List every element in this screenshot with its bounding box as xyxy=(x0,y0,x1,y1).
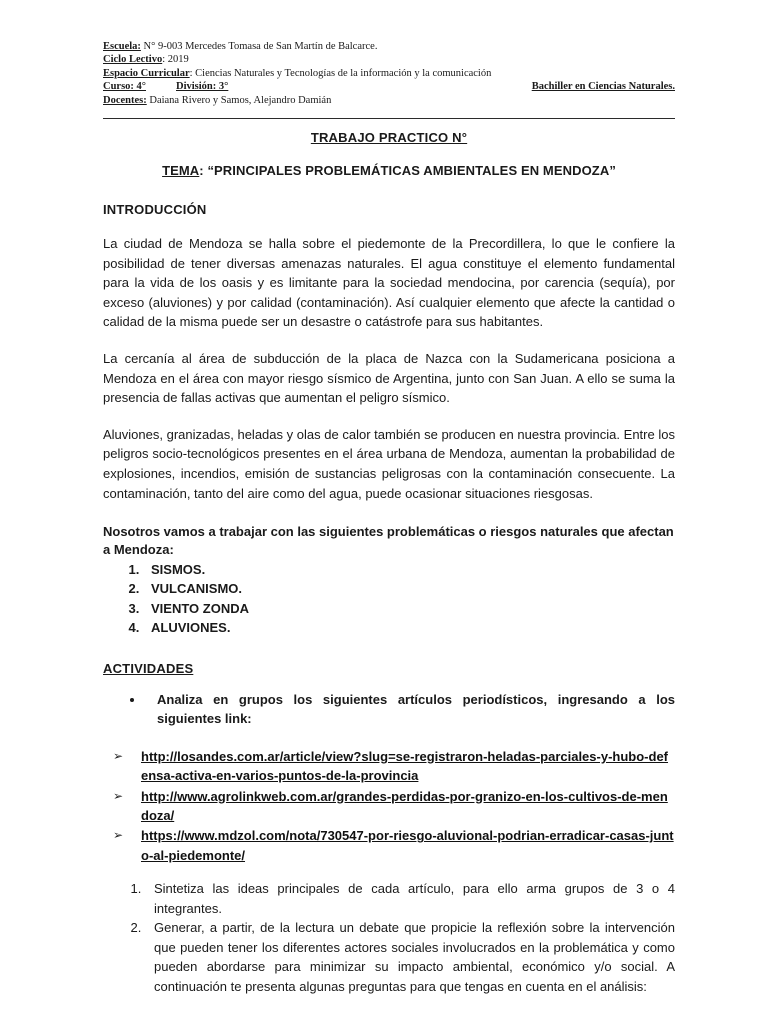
header-line-escuela xyxy=(103,40,675,53)
arrow-bullet-icon: ➢ xyxy=(113,828,124,843)
header-line-espacio xyxy=(103,67,675,80)
article-link-2[interactable]: http://www.agrolinkweb.com.ar/grandes-perdidas-por-granizo-en-los-cultivos-de-mendoza/ xyxy=(141,788,668,823)
list-item: 3. VIENTO ZONDA xyxy=(143,599,675,618)
list-item: 1. SISMOS. xyxy=(143,560,675,579)
curso-label: Curso: 4° xyxy=(103,81,146,93)
espacio-curricular-value: : Ciencias Naturales y Tecnologías de la información y la comunicación xyxy=(189,67,492,79)
page-title-text: TRABAJO PRACTICO N° xyxy=(310,130,468,146)
intro-paragraph-3: Aluviones, granizadas, heladas y olas de calor también se producen en nuestra provincia. Entre los peligros socio-tecnológicos presentes en el área urbana de Mendoza, aumentan la probabilidad de explosiones, incendios, emisión de sustancias peligrosas con la contaminación consecuente. La contaminación, tanto del aire como del agua, puede ocasionar situaciones riesgosas. xyxy=(103,426,675,501)
list-item xyxy=(113,747,675,786)
risks-lead-text: Nosotros vamos a trabajar con las siguientes problemáticas o riesgos naturales que afectan a Mendoza: xyxy=(103,524,674,558)
risks-list xyxy=(103,560,675,637)
list-item xyxy=(113,826,675,865)
tema-value: : “PRINCIPALES PROBLEMÁTICAS AMBIENTALES EN MENDOZA” xyxy=(199,163,616,179)
article-link-1[interactable]: http://losandes.com.ar/article/view?slug=se-registraron-heladas-parciales-y-hubo-defensa-activa-en-varios-puntos-de-la-provincia xyxy=(141,748,669,784)
list-item: • Analiza en grupos los siguientes artículos periodísticos, ingresando a los siguientes link: xyxy=(145,690,675,729)
section-heading-introduccion: INTRODUCCIÓN xyxy=(103,202,207,218)
tema-label: TEMA xyxy=(162,163,200,179)
page-title xyxy=(103,130,675,145)
header-line-curso xyxy=(103,80,675,93)
intro-paragraph-2: La cercanía al área de subducción de la placa de Nazca con la Sudamericana posiciona a Mendoza en el área con mayor riesgo sísmico de Argentina, junto con San Juan. A ello se suma la presencia de fallas activas que aumentan el peligro sísmico. xyxy=(103,351,675,406)
escuela-label: Escuela: xyxy=(103,41,141,52)
document-header xyxy=(103,40,675,107)
docentes-label: Docentes: xyxy=(103,94,147,106)
tasks-list xyxy=(103,879,675,996)
ciclo-lectivo-label: Ciclo Lectivo xyxy=(103,54,163,66)
intro-paragraph-1: La ciudad de Mendoza se halla sobre el piedemonte de la Precordillera, lo que le confiere la posibilidad de tener diversas amenazas naturales. El agua constituye el elemento fundamental para la vida de los oasis y es limitante para la sociedad mendocina, por carencia (sequía), por exceso (aluviones) y por calidad (contaminación). Así cualquier elemento que afecte la cantidad o calidad de la misma puede ser un desastre o catástrofe para sus habitantes. xyxy=(103,236,675,330)
list-item: 4. ALUVIONES. xyxy=(143,618,675,637)
article-link-3[interactable]: https://www.mdzol.com/nota/730547-por-riesgo-aluvional-podrian-erradicar-casas-junto-al-piedemonte/ xyxy=(141,828,674,863)
section-heading-actividades: ACTIVIDADES xyxy=(103,660,194,676)
list-item: 1. Sintetiza las ideas principales de cada artículo, para ello arma grupos de 3 o 4 integrantes. xyxy=(145,879,675,918)
activities-bullet-list xyxy=(103,690,675,729)
subject-title xyxy=(103,163,675,178)
header-line-docentes xyxy=(103,94,675,107)
docentes-value: Daiana Rivero y Samos, Alejandro Damián xyxy=(146,94,332,106)
orientacion-label: Bachiller en Ciencias Naturales. xyxy=(531,81,675,93)
arrow-bullet-icon: ➢ xyxy=(113,788,124,803)
division-label: División: 3° xyxy=(176,81,229,93)
header-line-ciclo xyxy=(103,53,675,66)
header-divider xyxy=(103,118,675,119)
list-item: 2. Generar, a partir, de la lectura un debate que propicie la reflexión sobre la intervención que pueden tener los diferentes actores sociales involucrados en la problemática y como pueden abordarse para minimizar su impacto ambiental, económico y/o social. A continuación te presenta algunas preguntas para que tengas en cuenta en el análisis: xyxy=(145,918,675,996)
ciclo-lectivo-value: : 2019 xyxy=(162,54,189,66)
escuela-value: N° 9-003 Mercedes Tomasa de San Martín de Balcarce. xyxy=(140,41,378,52)
article-links-list xyxy=(103,747,675,865)
list-item: 2. VULCANISMO. xyxy=(143,579,675,598)
espacio-curricular-label: Espacio Curricular xyxy=(103,67,190,79)
list-item xyxy=(113,787,675,826)
arrow-bullet-icon: ➢ xyxy=(113,748,124,763)
